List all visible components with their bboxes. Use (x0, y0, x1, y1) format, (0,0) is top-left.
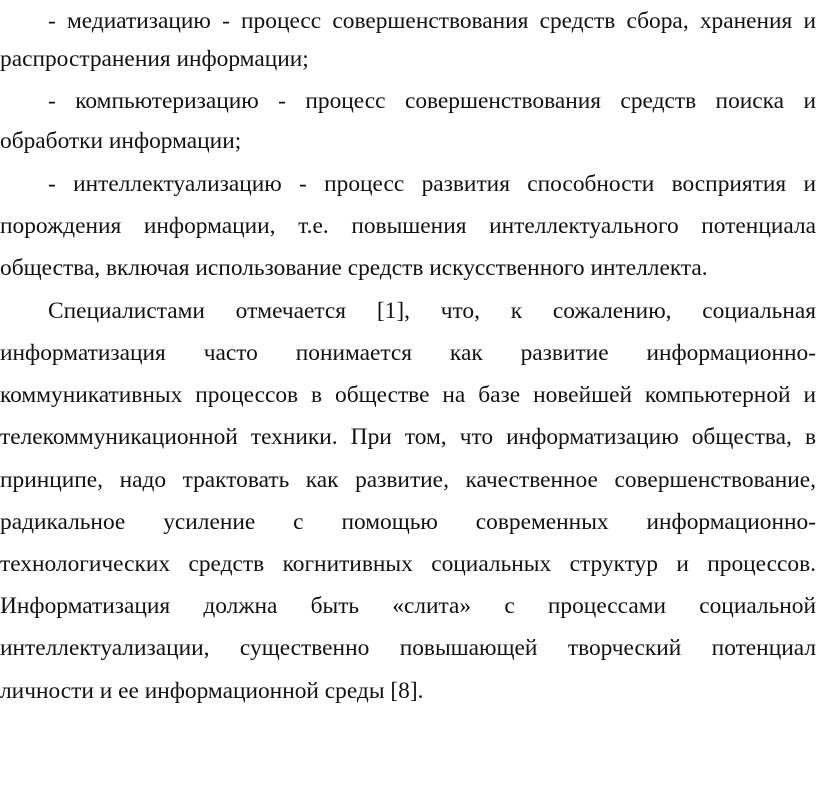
text-line: - медиатизацию - процесс совершенствования средств сбора, хранения и (48, 8, 816, 34)
text-line: Специалистами отмечается [1], что, к сожалению, социальная (48, 298, 816, 324)
text-line: принципе, надо трактовать как развитие, качественное совершенствование, (0, 467, 816, 493)
text-line: распространения информации; (0, 46, 309, 72)
text-line: обработки информации; (0, 128, 242, 154)
text-line: Информатизация должна быть «слита» с процессами социальной (0, 593, 816, 619)
text-line: - интеллектуализацию - процесс развития способности восприятия и (48, 171, 816, 197)
text-line: интеллектуализации, существенно повышающей творческий потенциал (0, 635, 816, 661)
text-line: общества, включая использование средств искусственного интеллекта. (0, 255, 708, 281)
text-line: телекоммуникационной техники. При том, что информатизацию общества, в (0, 424, 816, 450)
text-line: коммуникативных процессов в обществе на базе новейшей компьютерной и (0, 382, 816, 408)
text-line: - компьютеризацию - процесс совершенствования средств поиска и (48, 88, 816, 114)
text-line: радикальное усиление с помощью современных информационно- (0, 509, 816, 535)
text-line: информатизация часто понимается как развитие информационно- (0, 340, 816, 366)
text-line: технологических средств когнитивных социальных структур и процессов. (0, 551, 816, 577)
text-line: порождения информации, т.е. повышения интеллектуального потенциала (0, 213, 816, 239)
text-line: личности и ее информационной среды [8]. (0, 678, 424, 704)
